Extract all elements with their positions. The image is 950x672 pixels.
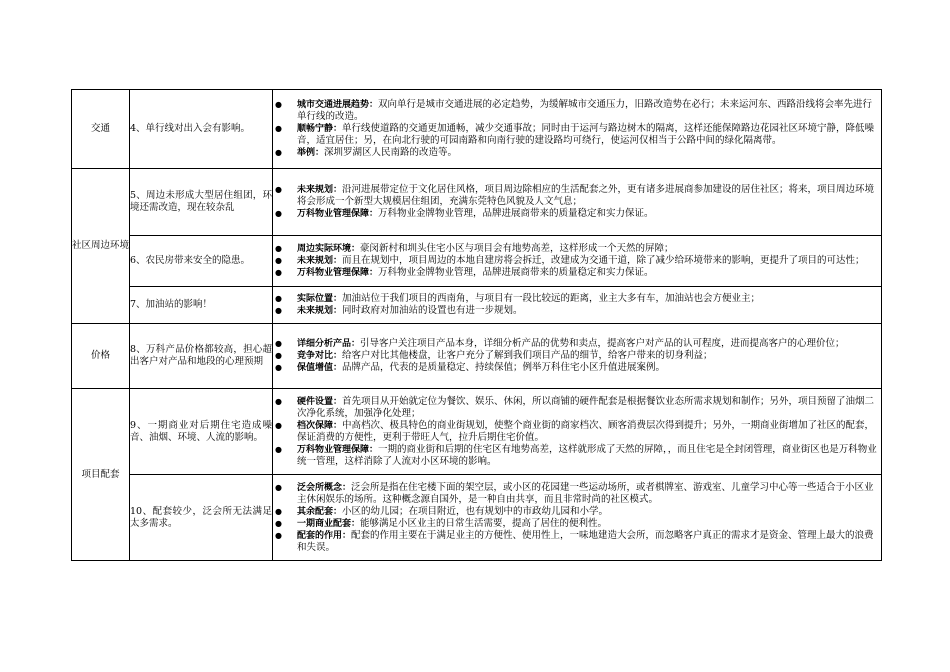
bullet-icon: ● bbox=[275, 306, 282, 315]
list-item bbox=[273, 396, 881, 420]
list-item bbox=[273, 99, 881, 123]
bullet-icon: ● bbox=[275, 209, 282, 218]
point-lead: 一期商业配套： bbox=[297, 518, 361, 529]
bullet-icon: ● bbox=[275, 268, 282, 277]
point-lead: 周边实际环境： bbox=[297, 244, 361, 254]
point-lead: 顺畅宁静： bbox=[297, 124, 343, 134]
point-list bbox=[273, 184, 881, 220]
table-row bbox=[72, 287, 882, 324]
point-text: 泛会所是指在住宅楼下面的架空层，或小区的花园建一些运动场所，或者棋牌室、游戏室、儿童学习中心等一些适合于小区业主休闲娱乐的场所。这种概念源自国外，是一种自由共享，而且非常时尚的社区模式。 bbox=[297, 481, 874, 505]
bullet-icon: ● bbox=[275, 124, 282, 133]
point-lead: 未来规划： bbox=[297, 256, 343, 266]
bullet-icon: ● bbox=[275, 506, 282, 516]
detail-cell bbox=[273, 90, 882, 169]
table-row bbox=[72, 475, 882, 561]
category-cell: 交通 bbox=[72, 90, 130, 169]
point-list bbox=[273, 482, 881, 554]
list-item bbox=[273, 350, 881, 362]
point-text: 而且在规划中，项目周边的本地自建房将会拆迁，改建成为交通干道，除了减少给环境带来的影响，更提升了项目的可达性； bbox=[342, 255, 865, 266]
bullet-icon: ● bbox=[275, 444, 282, 454]
issue-cell: 5、周边未形成大型居住组团，环境还需改造，现在较杂乱 bbox=[130, 169, 273, 236]
detail-cell bbox=[273, 169, 882, 236]
point-lead: 详细分析产品： bbox=[297, 339, 361, 349]
list-item bbox=[273, 482, 881, 506]
bullet-icon: ● bbox=[275, 100, 282, 109]
list-item bbox=[273, 420, 881, 444]
issue-cell: 10、配套较少，泛会所无法满足太多需求。 bbox=[130, 475, 273, 561]
detail-cell bbox=[273, 236, 882, 287]
point-text: 同时政府对加油站的设置也有进一步规划。 bbox=[342, 305, 523, 316]
bullet-icon: ● bbox=[275, 351, 282, 360]
detail-cell bbox=[273, 475, 882, 561]
list-item bbox=[273, 444, 881, 468]
list-item bbox=[273, 305, 881, 317]
point-lead: 未来规划： bbox=[297, 185, 343, 195]
bullet-icon: ● bbox=[275, 530, 282, 540]
point-lead: 万科物业管理保障： bbox=[297, 444, 379, 455]
point-text: 中高档次、极具特色的商业街规划，使整个商业街的商家档次、顾客消费层次得到提升；另外，一期商业街增加了社区的配套，保证消费的方便性，更利于带旺人气，拉升后期住宅价值。 bbox=[297, 419, 875, 443]
point-text: 给客户对比其他楼盘，让客户充分了解到我们项目产品的细节，给客户带来的切身利益； bbox=[342, 350, 713, 361]
point-lead: 其余配套： bbox=[297, 506, 343, 517]
category-cell: 社区周边环境 bbox=[72, 169, 130, 324]
bullet-icon: ● bbox=[275, 339, 282, 348]
list-item bbox=[273, 147, 881, 159]
point-lead: 竞争对比： bbox=[297, 351, 343, 361]
issue-cell: 9、一期商业对后期住宅造成噪音、油烟、环境、人流的影响。 bbox=[130, 389, 273, 475]
point-text: 配套的作用主要在于满足业主的方便性、使用性上，一味地建造大会所，而忽略客户真正的需求才是资金、管理上最大的浪费和失误。 bbox=[297, 529, 874, 553]
table-row bbox=[72, 324, 882, 389]
list-item bbox=[273, 506, 881, 518]
point-text: 小区的幼儿园；在项目附近，也有规划中的市政幼儿园和小学。 bbox=[342, 505, 609, 517]
list-item bbox=[273, 362, 881, 374]
point-lead: 万科物业管理保障： bbox=[297, 209, 379, 219]
point-text: 加油站位于我们项目的西南角，与项目有一段比较远的距离，业主大多有车，加油站也会方便业主； bbox=[342, 293, 761, 304]
point-lead: 实际位置： bbox=[297, 294, 343, 304]
issue-cell: 7、加油站的影响！ bbox=[130, 287, 273, 324]
list-item bbox=[273, 338, 881, 350]
bullet-icon: ● bbox=[275, 363, 282, 372]
list-item bbox=[273, 123, 881, 147]
point-lead: 档次保障： bbox=[297, 420, 343, 431]
bullet-icon: ● bbox=[275, 185, 282, 194]
category-cell: 项目配套 bbox=[72, 389, 130, 561]
point-text: 品牌产品，代表的是质量稳定、持续保值；例举万科住宅小区升值进展案例。 bbox=[342, 362, 666, 373]
table-row bbox=[72, 236, 882, 287]
point-text: 豪闵新村和圳头住宅小区与项目会有地势高差，这样形成一个天然的屏障； bbox=[360, 243, 674, 254]
point-text: 深圳罗湖区人民南路的改造等。 bbox=[324, 147, 458, 158]
table-row bbox=[72, 169, 882, 236]
point-list bbox=[273, 243, 881, 279]
point-text: 引导客户关注项目产品本身，详细分析产品的优势和卖点，提高客户对产品的认可程度，进而提高客户的心理价位； bbox=[360, 338, 845, 349]
point-text: 一期的商业街和后期的住宅区有地势高差，这样就形成了天然的屏障，，而且住宅是全封闭管理，商业街区也是万科物业统一管理，这样消除了人流对小区环境的影响。 bbox=[297, 443, 877, 467]
list-item bbox=[273, 243, 881, 255]
bullet-icon: ● bbox=[275, 256, 282, 265]
list-item bbox=[273, 267, 881, 279]
bullet-icon: ● bbox=[275, 420, 282, 430]
point-lead: 万科物业管理保障： bbox=[297, 268, 379, 278]
detail-cell bbox=[273, 324, 882, 389]
bullet-icon: ● bbox=[275, 482, 282, 492]
point-lead: 举例： bbox=[297, 148, 325, 158]
point-lead: 城市交通进展趋势： bbox=[297, 100, 379, 110]
issue-cell: 8、万科产品价格都较高，担心超出客户对产品和地段的心理预期 bbox=[130, 324, 273, 389]
point-lead: 硬件设置： bbox=[297, 396, 343, 407]
list-item bbox=[273, 530, 881, 554]
point-list bbox=[273, 293, 881, 317]
bullet-icon: ● bbox=[275, 518, 282, 528]
bullet-icon: ● bbox=[275, 148, 282, 157]
list-item bbox=[273, 255, 881, 267]
point-list bbox=[273, 396, 881, 468]
strategy-table bbox=[71, 89, 882, 561]
point-lead: 泛会所概念： bbox=[297, 482, 352, 493]
point-list bbox=[273, 99, 881, 159]
point-text: 万科物业金牌物业管理，品牌进展商带来的质量稳定和实力保证。 bbox=[378, 267, 654, 278]
point-lead: 保值增值： bbox=[297, 363, 343, 373]
point-text: 沿河进展带定位于文化居住风格，项目周边除相应的生活配套之外，更有诸多进展商参加建设的居住社区；将来，项目周边环境将会形成一个新型大规模居住组团，充满东莞特色风貌及人文气息； bbox=[297, 184, 875, 207]
point-text: 能够满足小区业主的日常生活需要，提高了居住的便利性。 bbox=[360, 517, 608, 529]
point-text: 万科物业金牌物业管理，品牌进展商带来的质量稳定和实力保证。 bbox=[378, 208, 654, 219]
bullet-icon: ● bbox=[275, 294, 282, 303]
list-item bbox=[273, 293, 881, 305]
point-text: 双向单行是城市交通进展的必定趋势，为缓解城市交通压力，旧路改造势在必行；未来运河东、西路沿线将会率先进行单行线的改造。 bbox=[297, 99, 873, 122]
table-row bbox=[72, 90, 882, 169]
point-lead: 配套的作用： bbox=[297, 530, 352, 541]
point-text: 单行线使道路的交通更加通畅，减少交通事故；同时由于运河与路边树木的隔离，这样还能保障路边花园社区环境宁静，降低噪音，适宜居住；另，在向北行驶的可园南路和向南行驶的建设路均可绕行，使运河仅相当于公路中间的绿化隔离带。 bbox=[297, 123, 875, 146]
issue-cell: 4、单行线对出入会有影响。 bbox=[130, 90, 273, 169]
list-item bbox=[273, 208, 881, 220]
point-lead: 未来规划： bbox=[297, 306, 343, 316]
category-cell: 价格 bbox=[72, 324, 130, 389]
bullet-icon: ● bbox=[275, 244, 282, 253]
list-item bbox=[273, 518, 881, 530]
bullet-icon: ● bbox=[275, 396, 282, 406]
list-item bbox=[273, 184, 881, 208]
detail-cell bbox=[273, 287, 882, 324]
point-text: 首先项目从开始就定位为餐饮、娱乐、休闲，所以商铺的硬件配套是根据餐饮业态所需求规划和制作；另外，项目预留了油烟二次净化系统，加强净化处理； bbox=[297, 395, 875, 419]
issue-cell: 6、农民房带来安全的隐患。 bbox=[130, 236, 273, 287]
table-row bbox=[72, 389, 882, 475]
detail-cell bbox=[273, 389, 882, 475]
point-list bbox=[273, 338, 881, 374]
